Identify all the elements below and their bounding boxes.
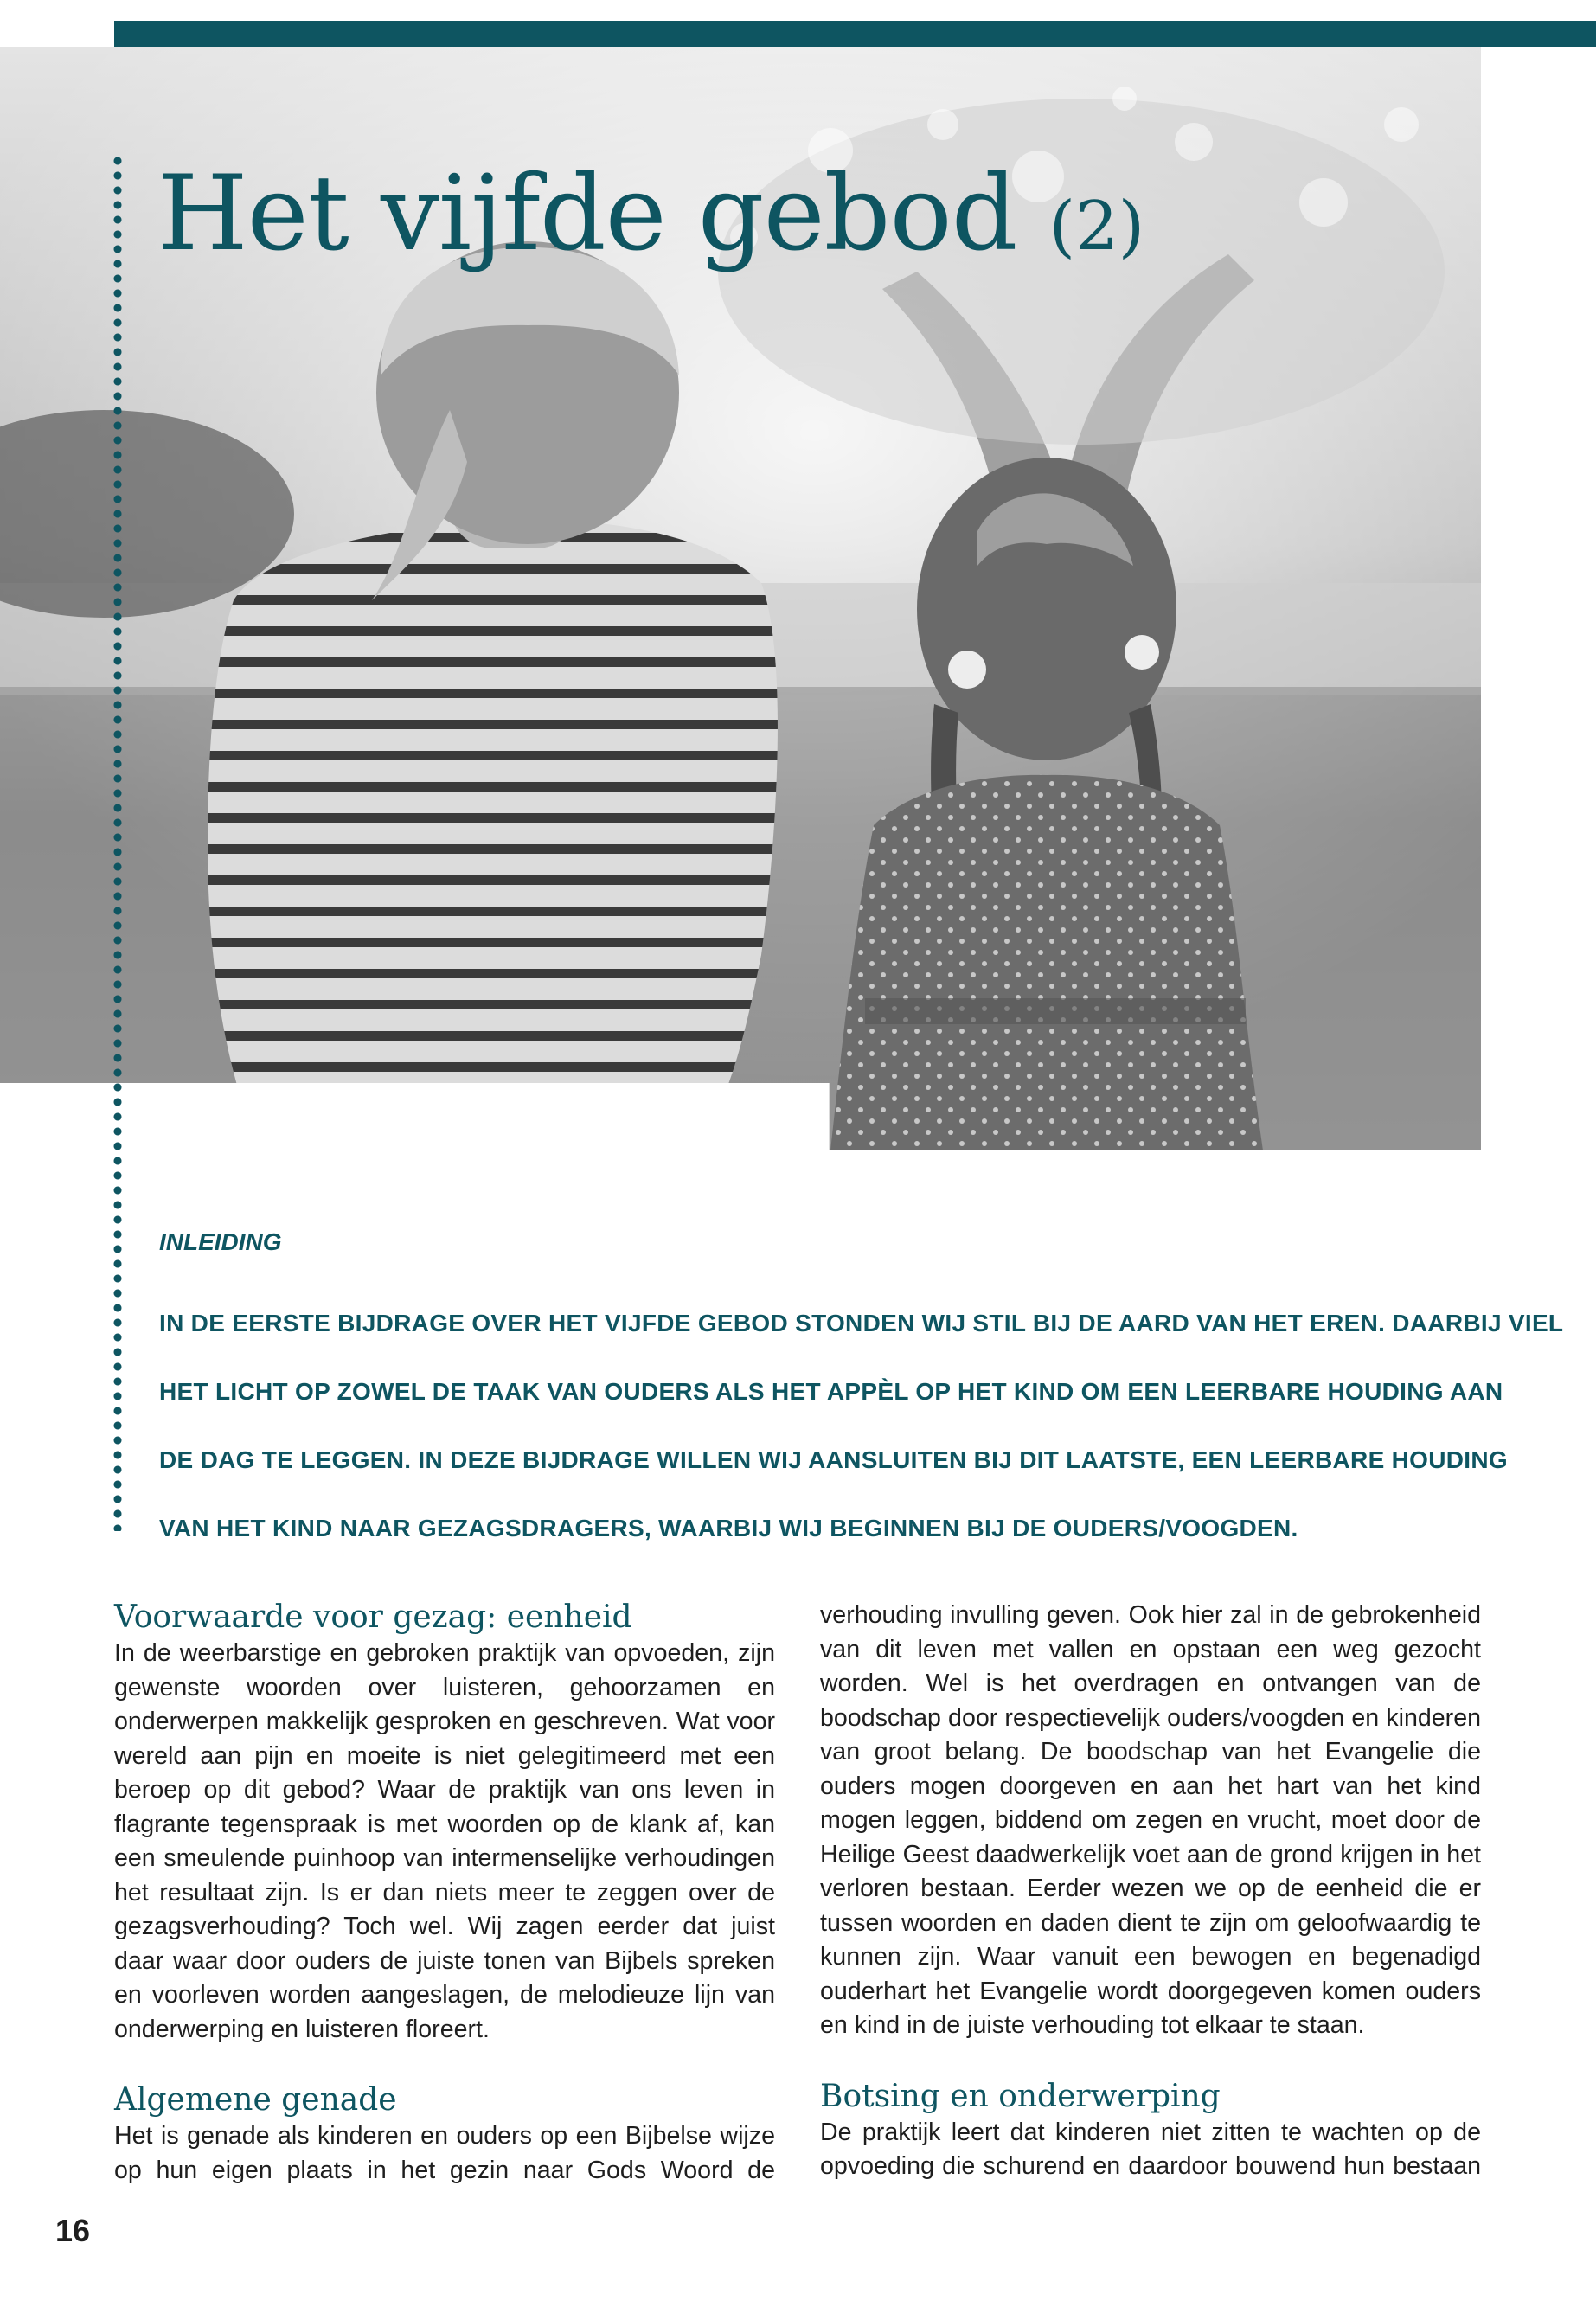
section-heading: Algemene genade: [114, 2082, 397, 2118]
section-paragraph: Het is genade als kinderen en ouders op een Bijbelse wijze op hun eigen plaats in het gezin naar Gods Woord de: [114, 2122, 775, 2184]
intro-heading: INLEIDING: [159, 1228, 282, 1255]
intro-text: [159, 1289, 1564, 1562]
dotted-vertical-rule: [112, 156, 123, 1531]
page-title: [157, 154, 1144, 274]
section-paragraph: De praktijk leert dat kinderen niet zitten te wachten op de opvoeding die schurend en daardoor bouwend hun bestaan: [820, 2118, 1481, 2180]
top-accent-rule: [817, 21, 1596, 47]
intro-line: HET LICHT OP ZOWEL DE TAAK VAN OUDERS ALS HET APPÈL OP HET KIND OM EEN LEERBARE HOUDING AAN: [159, 1378, 1503, 1405]
article-column-right: [820, 1599, 1481, 2184]
title-number: (2): [1048, 188, 1145, 266]
section-heading: Botsing en onderwerping: [820, 2078, 1221, 2114]
section-paragraph: verhouding invulling geven. Ook hier zal in de gebrokenheid van dit leven met vallen en opstaan een weg gezocht worden. Wel is het overdragen en ontvangen van de boodschap door respectievelijk ouders/voogden en kinderen van groot belang. De boodschap van het Evangelie die ouders mogen doorgeven en aan het hart van het kind mogen leggen, biddend om zegen en vrucht, moet door de Heilige Geest daadwerkelijk voet aan de grond krijgen in het verloren bestaan. Eerder wezen we op de eenheid die er tussen woorden en daden dient te zijn om geloofwaardig te kunnen zijn. Waar vanuit een bewogen en begenadigd ouderhart het Evangelie wordt doorgegeven komen ouders en kind in de juiste verhouding tot elkaar te staan.: [820, 1601, 1481, 2039]
section-paragraph: In de weerbarstige en gebroken praktijk van opvoeden, zijn gewenste woorden over luisteren, gehoorzamen en onderwerpen makkelijk gesproken en geschreven. Wat voor wereld aan pijn en moeite is niet gelegitimeerd met een beroep op dit gebod? Waar de praktijk van ons leven in flagrante tegenspraak is met woorden op de klank af, kan een smeulende puinhoop van intermenselijke verhoudingen het resultaat zijn. Is er dan niets meer te zeggen over de gezagsverhouding? Toch wel. Wij zagen eerder dat juist daar waar door ouders de juiste tonen van Bijbels spreken en voorleven worden aangeslagen, de melodieuze lijn van onderwerping en luisteren floreert.: [114, 1639, 775, 2043]
article-column-left: [114, 1599, 775, 2188]
intro-line: IN DE EERSTE BIJDRAGE OVER HET VIJFDE GEBOD STONDEN WIJ STIL BIJ DE AARD VAN HET EREN. DAARBIJ VIEL: [159, 1310, 1564, 1336]
title-text: Het vijfde gebod: [157, 154, 1017, 274]
section-heading: Voorwaarde voor gezag: eenheid: [114, 1599, 632, 1635]
intro-line: VAN HET KIND NAAR GEZAGSDRAGERS, WAARBIJ WIJ BEGINNEN BIJ DE OUDERS/VOOGDEN.: [159, 1515, 1298, 1541]
intro-line: DE DAG TE LEGGEN. IN DEZE BIJDRAGE WILLEN WIJ AANSLUITEN BIJ DIT LAATSTE, EEN LEERBARE HOUDING: [159, 1446, 1508, 1473]
page-number: 16: [55, 2213, 91, 2248]
